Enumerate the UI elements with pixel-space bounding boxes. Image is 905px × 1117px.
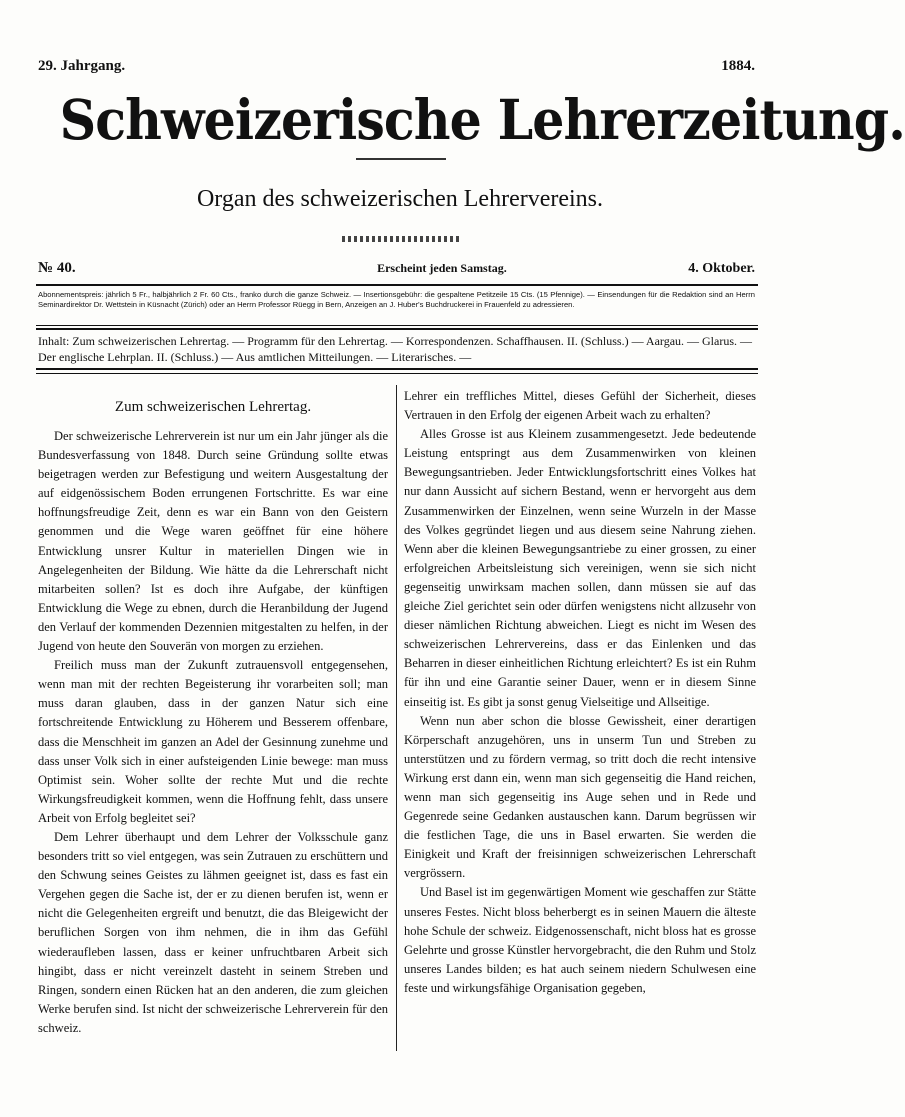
top-line	[38, 58, 755, 75]
notice-rule-top	[36, 325, 758, 326]
contents-rule-bottom	[36, 373, 758, 374]
notice-rule-bottom	[36, 328, 758, 330]
volume-label: 29. Jahrgang.	[38, 58, 126, 74]
article-paragraph: Freilich muss man der Zukunft zutrauensvoll entgegensehen, wenn man mit der rechten Begeisterung ihr vorarbeiten soll; man muss daran glauben, dass in der ganzen Natur sich eine fortschreitende Entwicklung zu Höherem und Besserem offenbare, dass die Menschheit im ganzen an Adel der Gesinnung zunehme und dass unser Volk sich in einer aufsteigenden Linie bewege: man muss Optimist sein. Woher sollte der rechte Mut und die rechte Wirkungsfreudigkeit kommen, wenn die Hoffnung fehlt, dass unsere Arbeit von Erfolg begleitet sei?	[38, 658, 388, 825]
article-paragraph: Und Basel ist im gegenwärtigen Moment wie geschaffen zur Stätte unseres Festes. Nicht bloss beherbergt es in seinen Mauern die älteste hohe Schule der schweiz. Eidgenossenschaft, nicht bloss hat es grosse Gelehrte und grosse Künstler hervorgebracht, die den Ruhm und Stolz unseres Landes bilden; es hat auch seinem niedern Schulwesen eine feste und wirkungsfähige Organisation gegeben,	[404, 885, 756, 995]
table-of-contents: Inhalt: Zum schweizerischen Lehrertag. — Programm für den Lehrertag. — Korrespondenzen. Schaffhausen. II. (Schluss.) — Aargau. — Glarus. — Der englische Lehrplan. II. (Schluss.) — Aus amtlichen Mitteilungen. — Literarisches. —	[38, 334, 753, 364]
article-paragraph: Wenn nun aber schon die blosse Gewissheit, einer derartigen Körperschaft anzugehören, uns in unserm Tun und Streben zu unterstützen und zu fördern vermag, so tritt doch die recht intensive Wirkung erst dann ein, wenn man sich gegenseitig die Hand reichen, wenn man sich gegenseitig ins Auge sehen und in Rede und Gegenrede seine Gedanken austauschen kann. Darum begrüssen wir die festlichen Tage, die uns in Basel erwarten. Sie werden die Einigkeit und Kraft der freisinnigen schweizerischen Lehrerschaft vergrössern.	[404, 713, 756, 881]
masthead-subtitle: Organ des schweizerischen Lehrervereins.	[196, 186, 604, 212]
masthead-title: Schweizerische Lehrerzeitung.	[59, 87, 905, 152]
issue-rule	[36, 284, 758, 286]
article-paragraph: Dem Lehrer überhaupt und dem Lehrer der Volksschule ganz besonders tritt so viel entgegen, was sein Zutrauen zu erschüttern und den Schwung seines Geistes zu lähmen geeignet ist, dass es fast ein Vergehen gegen die Sache ist, der er zu dienen berufen ist, wenn er nicht die Gelegenheiten ergreift und benutzt, die das Bleigewicht der beruflichen Sorgen von ihm nehmen, die in ihm das Gefühl wiederaufleben lassen, dass er keiner unfruchtbaren Arbeit sich hingibt, dass er nicht vereinzelt dasteht in seinem Streben und Ringen, sondern einen Rücken hat an den anderen, die zum gleichen Werke berufen sind. Ist nicht der schweizerische Lehrerverein für den schweiz.	[38, 829, 388, 1035]
issue-date: 4. Oktober.	[688, 261, 755, 276]
contents-rule-top	[36, 368, 758, 370]
article-left-column	[38, 387, 388, 1038]
article-paragraph: Alles Grosse ist aus Kleinem zusammengesetzt. Jede bedeutende Leistung entspringt aus dem Zusammenwirken von kleinen Bewegungsantrieben. Jeder Entwicklungsfortschritt eines Volkes hat nur dann Aussicht auf sichern Bestand, wenn er hervorgeht aus dem Zusammenwirken der Einzelnen, wenn seine Wurzeln in der Masse des Volkes gegründet liegen und aus diesem seine Nahrung ziehen. Wenn aber die kleinen Bewegungsantriebe zu einer grossen, zu einer erfolgreichen Arbeitsleistung sich vereinigen, wenn sie sich nicht gegenseitig unwirksam machen sollen, dann müssen sie auf das gleiche Ziel gerichtet sein oder dürfen wenigstens nicht allzusehr von dieser nämlichen Richtung abweichen. Liegt es nicht im Wesen des schweizerischen Lehrervereins, dass er das Einlenken und das Beharren in dieser einheitlichen Richtung erleichtert? Es ist ein Ruhm für ihn und eine Garantie seiner Dauer, wenn er in diesem Sinne einseitig ist. Es gibt ja sonst genug Vielseitige und Allseitige.	[404, 427, 756, 709]
article-continuation: Lehrer ein treffliches Mittel, dieses Gefühl der Sicherheit, dieses Vertrauen in den Erfolg der eigenen Arbeit wach zu erhalten?	[404, 389, 756, 423]
column-divider	[396, 385, 397, 1051]
year-label: 1884.	[721, 58, 755, 74]
title-ornament-rule	[356, 158, 446, 160]
article-heading: Zum schweizerischen Lehrertag.	[114, 399, 312, 415]
article-paragraph: Der schweizerische Lehrerverein ist nur um ein Jahr jünger als die Bundesverfassung von 1848. Durch seine Gründung sollte etwas beigetragen werden zur Befestigung und weitern Ausgestaltung der auf eidgenössischem Boden errungenen Fortschritte. Es war eine hoffnungsfreudige Zeit, denn es war ein Bann von den Geistern genommen und die Wege waren geöffnet für eine höhere Entwicklung unsrer Kultur in materiellen Dingen wie in Angelegenheiten der Bildung. Wie hätte da die Lehrerschaft nicht mitarbeiten sollen? Ist es doch ihre Aufgabe, der künftigen Entwicklung die Wege zu ebnen, durch die Heranbildung der Jugend den Verlauf der kommenden Dezennien mitgestalten zu helfen, in der Jugend von heute den Souverän von morgen zu erziehen.	[38, 429, 388, 654]
subscription-notice: Abonnementspreis: jährlich 5 Fr., halbjährlich 2 Fr. 60 Cts., franko durch die ganze Schweiz. — Insertionsgebühr: die gespaltene Petitzeile 15 Cts. (15 Pfennige). — Einsendungen für die Redaktion sind an Herrn Seminardirektor Dr. Wettstein in Küsnacht (Zürich) oder an Herrn Professor Rüegg in Bern, Anzeigen an J. Huber's Buchdruckerei in Frauenfeld zu adressieren.	[38, 290, 755, 309]
publication-frequency: Erscheint jeden Samstag.	[377, 261, 507, 275]
issue-number: № 40.	[38, 260, 76, 276]
issue-line	[38, 260, 755, 277]
article-right-column	[404, 387, 756, 998]
subtitle-ornament-rule	[342, 236, 460, 242]
